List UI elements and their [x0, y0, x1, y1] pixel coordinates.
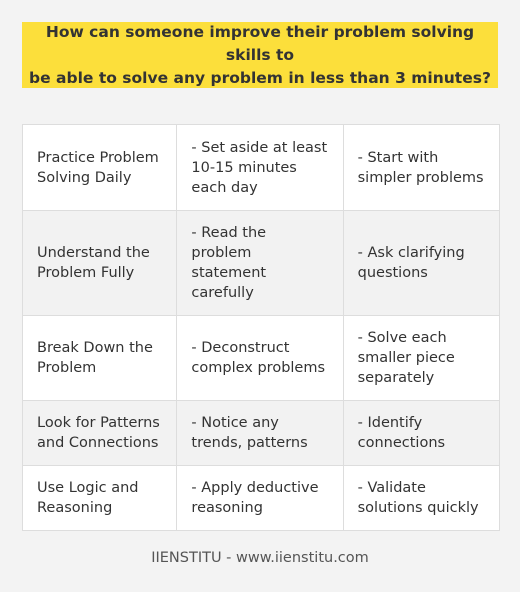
table-cell: Understand the Problem Fully [23, 211, 177, 316]
footer-credit: IIENSTITU - www.iienstitu.com [151, 550, 369, 566]
table-cell: Look for Patterns and Connections [23, 401, 177, 466]
table-cell: - Identify connections [343, 401, 499, 466]
table-row [23, 211, 500, 316]
table-cell: - Notice any trends, patterns [177, 401, 343, 466]
table-cell: Break Down the Problem [23, 316, 177, 401]
tips-table [22, 124, 500, 531]
table-cell: Use Logic and Reasoning [23, 466, 177, 531]
title-banner [22, 22, 498, 88]
page-title [22, 21, 498, 90]
table-row [23, 401, 500, 466]
table-cell: - Ask clarifying questions [343, 211, 499, 316]
title-line-1: How can someone improve their problem solving skills to [45, 22, 475, 64]
table-cell: - Apply deductive reasoning [177, 466, 343, 531]
table-cell: - Start with simpler problems [343, 125, 499, 211]
table-row [23, 316, 500, 401]
table-row [23, 125, 500, 211]
table-cell: Practice Problem Solving Daily [23, 125, 177, 211]
table-cell: - Validate solutions quickly [343, 466, 499, 531]
table-cell: - Solve each smaller piece separately [343, 316, 499, 401]
table-cell: - Deconstruct complex problems [177, 316, 343, 401]
table-cell: - Read the problem statement carefully [177, 211, 343, 316]
table-cell: - Set aside at least 10-15 minutes each day [177, 125, 343, 211]
table-row [23, 466, 500, 531]
title-line-2: be able to solve any problem in less than 3 minutes? [29, 68, 491, 87]
